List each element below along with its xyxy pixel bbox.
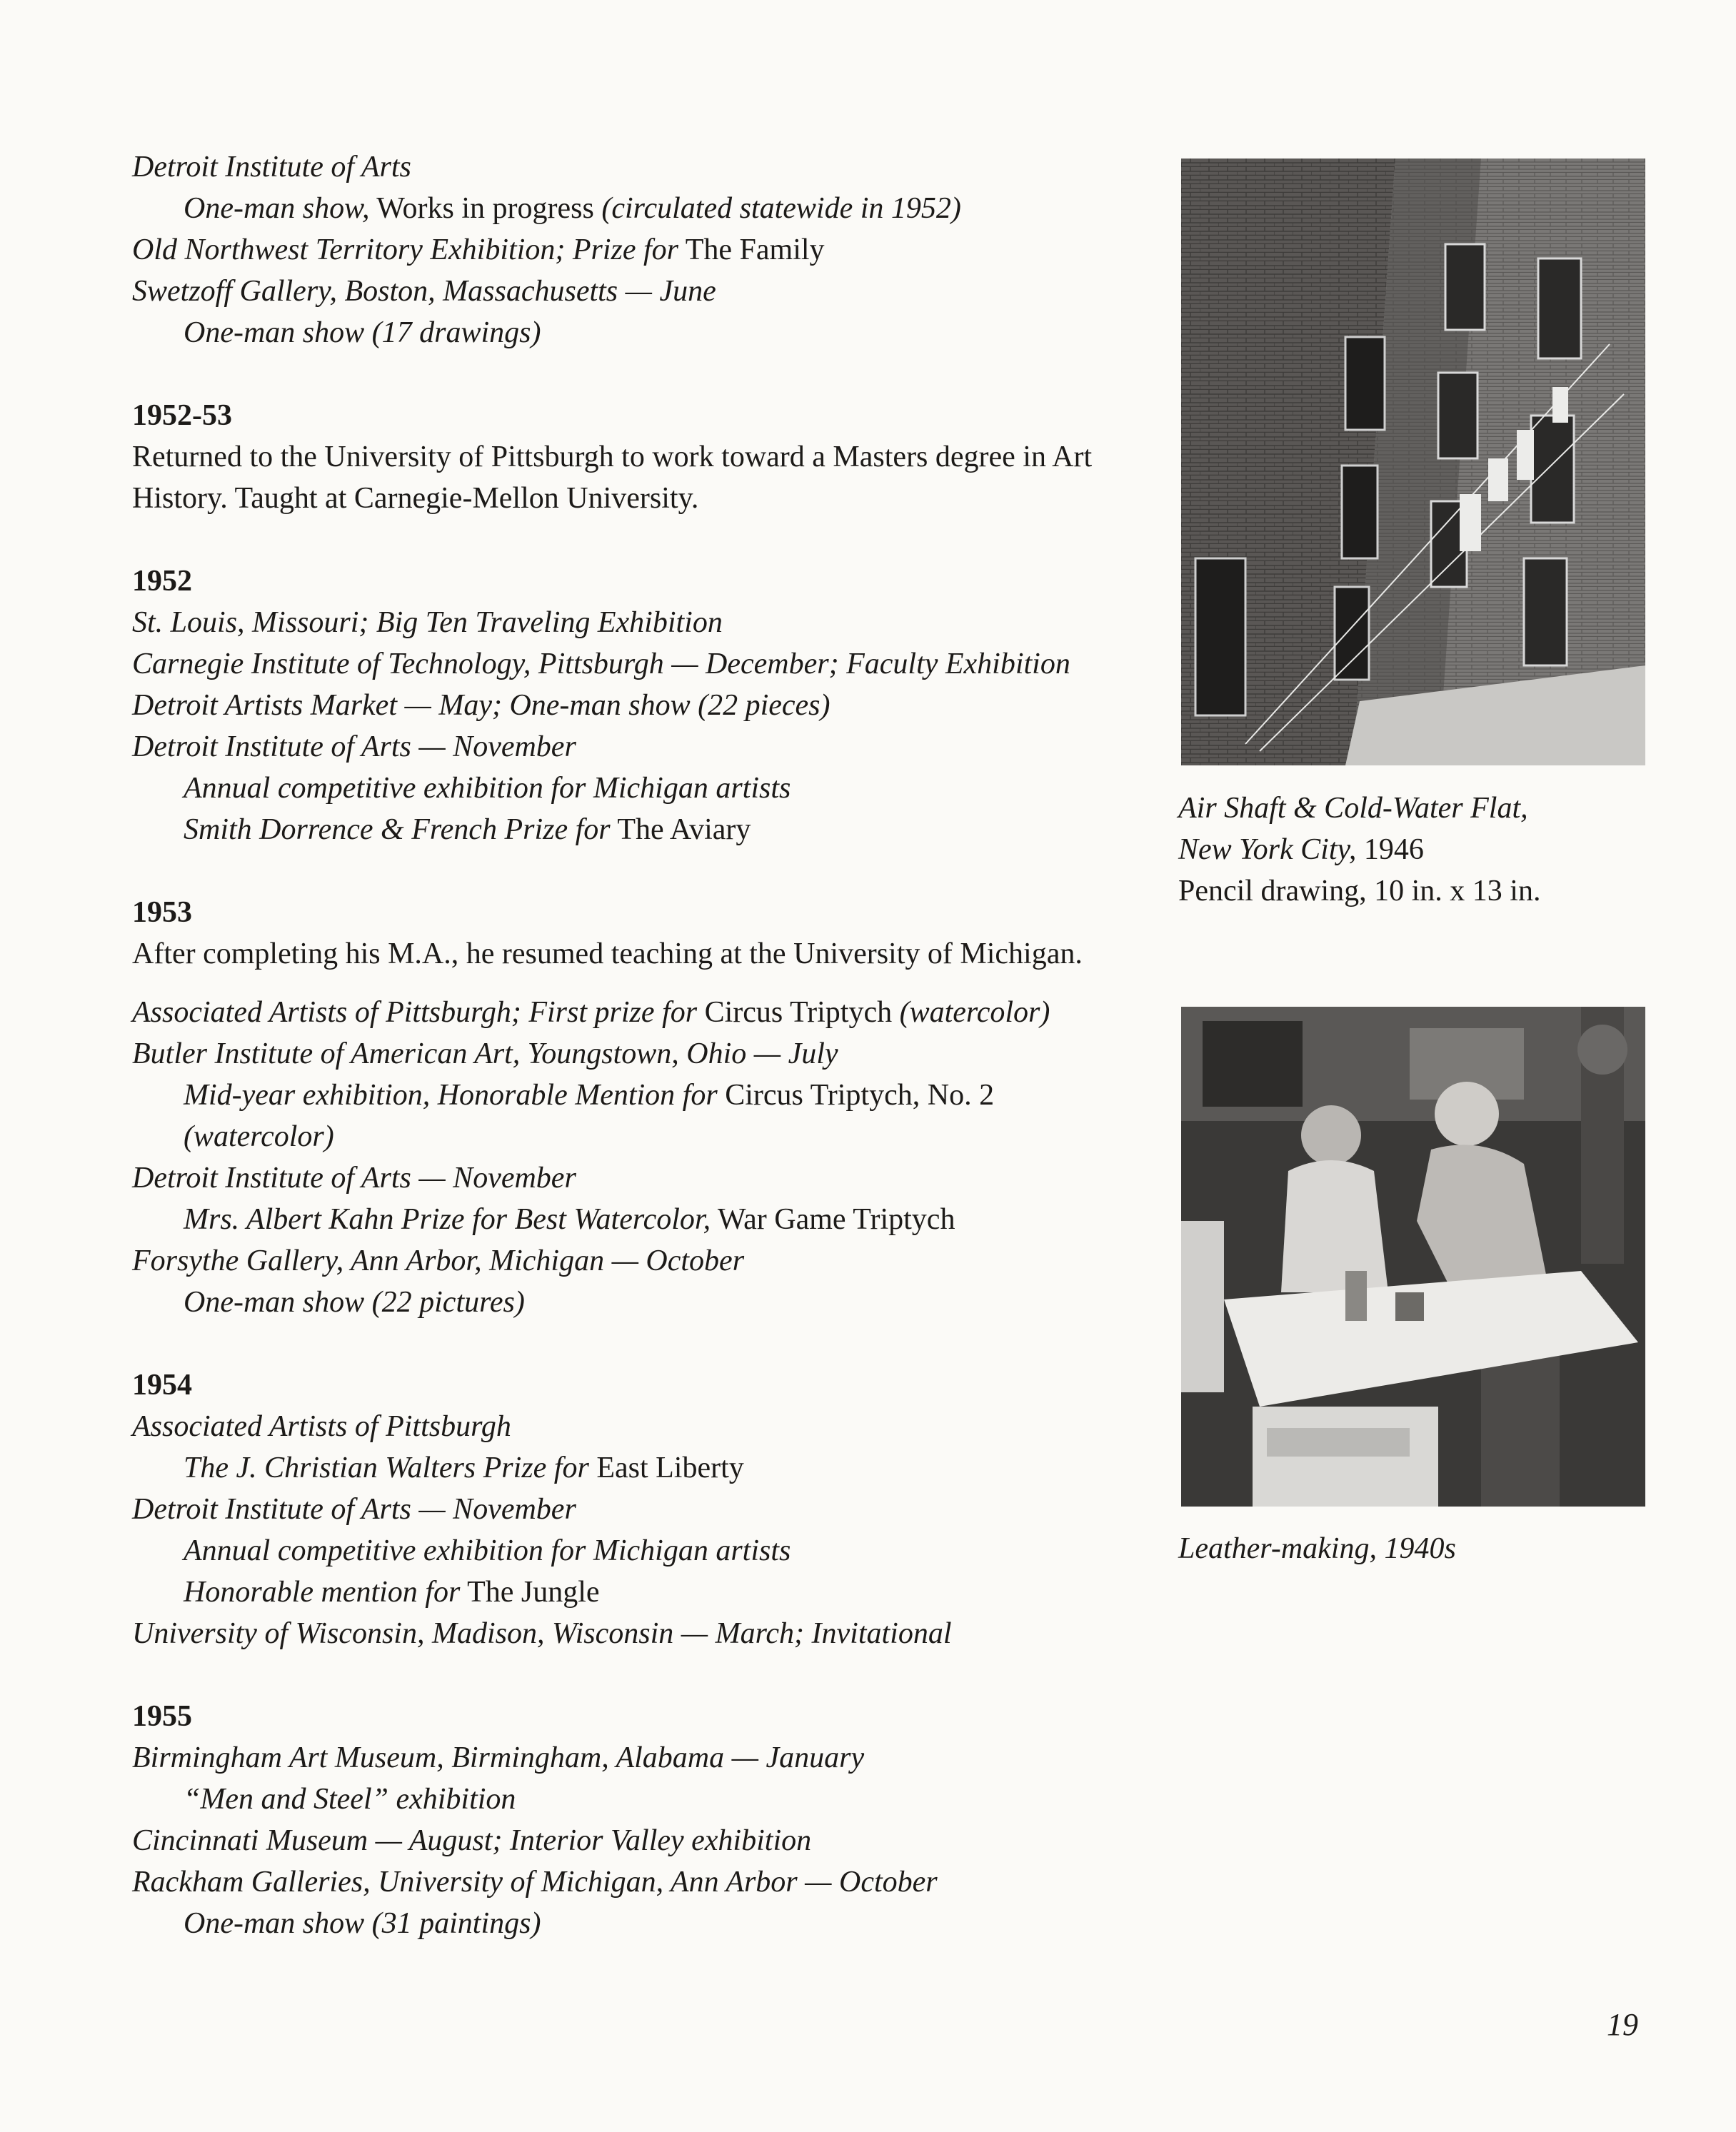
- entry-line: One-man show, Works in progress (circulated statewide in 1952): [184, 192, 961, 225]
- entry-line: Associated Artists of Pittsburgh: [132, 1410, 511, 1443]
- year-heading: 1953: [132, 896, 192, 929]
- paragraph: Returned to the University of Pittsburgh to work toward a Masters degree in Art History. Taught at Carnegie-Mellon University.: [132, 441, 1093, 515]
- year-heading: 1952: [132, 565, 192, 598]
- entry-line: Rackham Galleries, University of Michigan, Ann Arbor — October: [132, 1866, 938, 1899]
- entry-line: Old Northwest Territory Exhibition; Prize for The Family: [132, 233, 825, 266]
- leather-making-photo: [1181, 1007, 1645, 1507]
- entry-line: Honorable mention for The Jungle: [184, 1576, 600, 1609]
- entry-line: One-man show (17 drawings): [184, 316, 541, 349]
- photo2-caption: Leather-making, 1940s: [1178, 1532, 1456, 1565]
- entry-line: Birmingham Art Museum, Birmingham, Alabama — January: [132, 1741, 865, 1774]
- air-shaft-drawing-image: [1181, 159, 1645, 765]
- year-heading: 1952-53: [132, 399, 232, 432]
- entry-line: Butler Institute of American Art, Youngstown, Ohio — July: [132, 1037, 838, 1070]
- page-number: 19: [1607, 2007, 1638, 2042]
- year-heading: 1955: [132, 1700, 192, 1733]
- entry-line: One-man show (31 paintings): [184, 1907, 541, 1940]
- entry-line: Annual competitive exhibition for Michigan artists: [184, 1534, 791, 1567]
- year-heading: 1954: [132, 1369, 192, 1402]
- entry-line: Mid-year exhibition, Honorable Mention for Circus Triptych, No. 2: [184, 1079, 995, 1112]
- photo1-caption: Air Shaft & Cold-Water Flat, New York City, 1946 Pencil drawing, 10 in. x 13 in.: [1178, 792, 1541, 907]
- air-shaft-illustration: [1181, 159, 1645, 765]
- entry-line: Detroit Institute of Arts — November: [132, 1162, 576, 1195]
- leather-making-illustration: [1181, 1007, 1645, 1507]
- entry-line: One-man show (22 pictures): [184, 1286, 525, 1319]
- entry-line: The J. Christian Walters Prize for East Liberty: [184, 1452, 744, 1484]
- entry-line: “Men and Steel” exhibition: [184, 1783, 516, 1816]
- paragraph: After completing his M.A., he resumed teaching at the University of Michigan.: [132, 937, 1083, 970]
- entry-line: Swetzoff Gallery, Boston, Massachusetts — June: [132, 275, 716, 308]
- entry-line: Detroit Institute of Arts — November: [132, 730, 576, 763]
- entry-line: Cincinnati Museum — August; Interior Valley exhibition: [132, 1824, 812, 1857]
- entry-line: Detroit Artists Market — May; One-man show (22 pieces): [132, 689, 831, 722]
- entry-line: Associated Artists of Pittsburgh; First prize for Circus Triptych (watercolor): [132, 996, 1050, 1029]
- entry-line: Forsythe Gallery, Ann Arbor, Michigan — October: [132, 1244, 745, 1277]
- entry-line: Smith Dorrence & French Prize for The Aviary: [184, 813, 751, 846]
- entry-line: University of Wisconsin, Madison, Wisconsin — March; Invitational: [132, 1617, 952, 1650]
- entry-line: Detroit Institute of Arts — November: [132, 1493, 576, 1526]
- entry-line: St. Louis, Missouri; Big Ten Traveling Exhibition: [132, 606, 723, 639]
- entry-line: Detroit Institute of Arts: [132, 151, 411, 183]
- entry-line: Annual competitive exhibition for Michigan artists: [184, 772, 791, 805]
- entry-line: Mrs. Albert Kahn Prize for Best Watercolor, War Game Triptych: [184, 1203, 955, 1236]
- entry-line: (watercolor): [184, 1120, 334, 1153]
- chronology-column: [132, 146, 1146, 1944]
- entry-line: Carnegie Institute of Technology, Pittsburgh — December; Faculty Exhibition: [132, 648, 1070, 680]
